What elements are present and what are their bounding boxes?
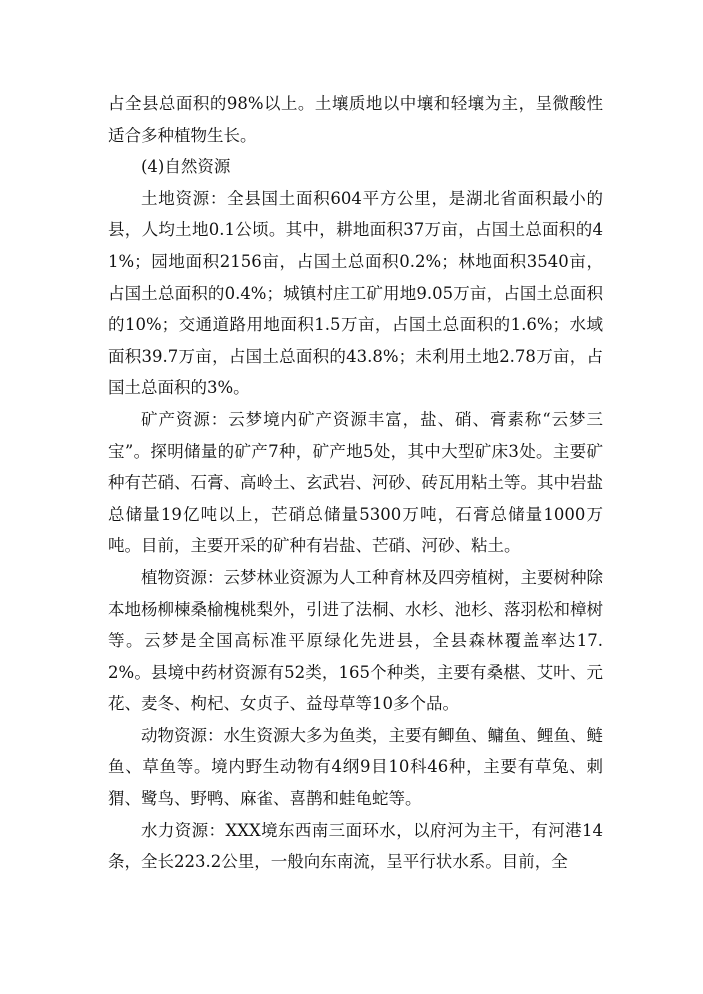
paragraph-land-resources: 土地资源：全县国土面积604平方公里，是湖北省面积最小的县，人均土地0.1公顷。其中，耕地面积37万亩，占国土总面积的41%；园地面积2156亩，占国土总面积0.2%；林地面积3540亩，占国土总面积的0.4%；城镇村庄工矿用地9.05万亩，占国土总面积的10%；交通道路用地面积1.5万亩，占国土总面积的1.6%；水域面积39.7万亩，占国土总面积的43.8%；未利用土地2.78万亩，占国土总面积的3%。: [108, 188, 603, 398]
paragraph-plant-resources: 植物资源：云梦林业资源为人工种育林及四旁植树，主要树种除本地杨柳楝桑榆槐桃梨外，引进了法桐、水杉、池杉、落羽松和樟树等。云梦是全国高标准平原绿化先进县，全县森林覆盖率达17.2%。县境中药材资源有52类，165个种类，主要有桑椹、艾叶、元花、麦冬、枸杞、女贞子、益母草等10多个品。: [108, 567, 603, 714]
section-heading-natural-resources: (4)自然资源: [141, 157, 231, 177]
paragraph-animal-resources: 动物资源：水生资源大多为鱼类，主要有鲫鱼、鳙鱼、鲤鱼、鲢鱼、草鱼等。境内野生动物有4纲9目10科46种，主要有草兔、刺猬、鹭鸟、野鸭、麻雀、喜鹊和蛙龟蛇等。: [108, 725, 603, 809]
paragraph-soil-summary: 占全县总面积的98%以上。土壤质地以中壤和轻壤为主，呈微酸性适合多种植物生长。: [108, 94, 603, 145]
paragraph-water-resources: 水力资源：XXX境东西南三面环水，以府河为主干，有河港14条，全长223.2公里，一般向东南流，呈平行状水系。目前，全: [108, 820, 603, 872]
paragraph-mineral-resources: 矿产资源：云梦境内矿产资源丰富，盐、硝、膏素称“云梦三宝”。探明储量的矿产7种，矿产地5处，其中大型矿床3处。主要矿种有芒硝、石膏、高岭土、玄武岩、河砂、砖瓦用粘土等。其中岩盐总储量19亿吨以上，芒硝总储量5300万吨，石膏总储量1000万吨。目前，主要开采的矿种有岩盐、芒硝、河砂、粘土。: [108, 409, 603, 556]
document-body: [108, 88, 603, 878]
